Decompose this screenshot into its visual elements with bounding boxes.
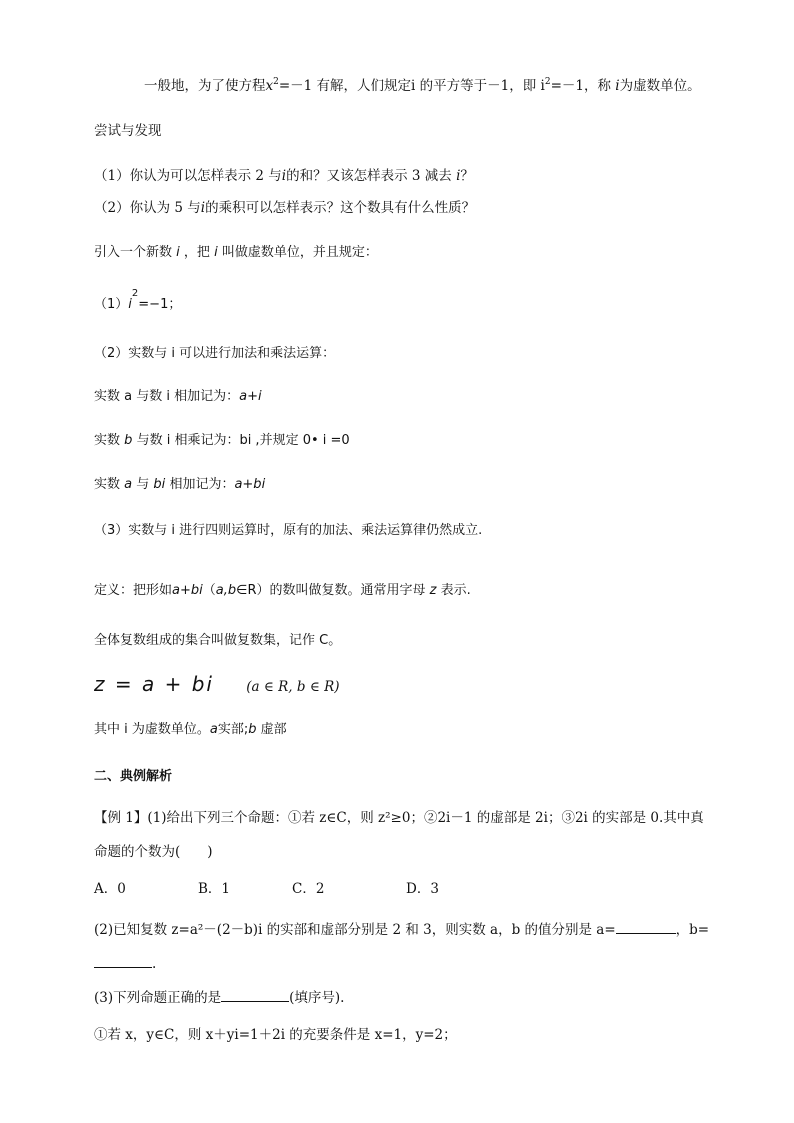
var-b: b [124, 433, 133, 448]
def-text-d: 表示. [440, 583, 471, 598]
addbi-text-c: 相加记为： [169, 477, 235, 492]
var-a: a [209, 722, 218, 737]
example-label: 【例 1】 [94, 810, 148, 826]
intro-new-text-b: ，把 [183, 245, 210, 260]
expr-a-plus-bi: a+bi [234, 477, 266, 492]
example-1-line-1 [94, 812, 704, 826]
exponent: 2 [273, 77, 279, 87]
complex-set-line: 全体复数组成的集合叫做复数集，记作 C。 [94, 633, 342, 648]
var-i: i [281, 168, 287, 184]
introduce-new-number [94, 246, 378, 259]
var-i: i [615, 78, 620, 94]
intro-text-2: =－1 有解，人们规定i 的平方等于－1，即 i [278, 78, 545, 94]
intro-text-1: 一般地，为了使方程 [144, 78, 266, 94]
q2-text-a: （2）你认为 5 与 [94, 200, 201, 216]
add-bi-line [94, 478, 265, 491]
var-i: i [128, 297, 132, 312]
var-b: b [248, 722, 257, 737]
section-heading: 二、典例解析 [94, 769, 173, 784]
var-z: z [429, 583, 437, 598]
add-line [94, 390, 262, 403]
example-2-text-a: (2)已知复数 z=a²－(2－b)i 的实部和虚部分别是 2 和 3，则实数 a，b 的值分别是 a= [94, 922, 616, 938]
var-ab: a,b [215, 583, 237, 598]
option-b: B．1 [198, 881, 231, 897]
definition [94, 584, 471, 597]
rule-3: （3）实数与 i 进行四则运算时，原有的加法、乘法运算律仍然成立. [94, 523, 483, 538]
option-a: A．0 [94, 881, 126, 897]
example-1-line-2: 命题的个数为( ) [94, 844, 213, 860]
addbi-text-b: 与 [136, 477, 150, 492]
add-line-text: 实数 a 与数 i 相加记为： [94, 389, 240, 404]
where-text-c: 虚部 [260, 722, 287, 737]
formula-main: z = a + bi [94, 672, 214, 696]
rule-1 [94, 288, 182, 312]
intro-new-text-c: 叫做虚数单位，并且规定： [221, 245, 378, 260]
q1-text-a: （1）你认为可以怎样表示 2 与 [94, 168, 282, 184]
def-text-b: （ [202, 583, 216, 598]
example-2-line-1 [94, 921, 709, 938]
answer-blank-a[interactable] [616, 921, 676, 934]
var-a: a [124, 477, 133, 492]
formula [94, 674, 340, 695]
exponent-2: 2 [544, 77, 551, 87]
option-d: D．3 [406, 881, 439, 897]
where-text-a: 其中 i 为虚数单位。 [94, 722, 210, 737]
question-2 [94, 202, 475, 216]
rule-2: （2）实数与 i 可以进行加法和乘法运算： [94, 346, 336, 361]
intro-new-text-a: 引入一个新数 [94, 245, 173, 260]
rule1-text-a: （1） [94, 297, 129, 312]
example-2-end: . [152, 956, 157, 972]
var-bi: bi [153, 477, 166, 492]
mul-line [94, 434, 350, 447]
where-line [94, 723, 287, 736]
q2-text-b: 的乘积可以怎样表示？这个数具有什么性质？ [205, 200, 476, 216]
expr-a-plus-i: a+i [239, 389, 262, 404]
example-3-text-b: (填序号). [289, 990, 345, 1006]
intro-text-3: =－1，称 [550, 78, 611, 94]
q1-text-c: ？ [460, 168, 474, 184]
var-i: i [176, 245, 180, 260]
expr-a-plus-bi: a+bi [172, 583, 203, 598]
mul-line-text-b: 与数 i 相乘记为：bi ,并规定 0• i =0 [136, 433, 350, 448]
answer-blank-b[interactable] [94, 955, 152, 968]
mul-line-text-a: 实数 [94, 433, 121, 448]
example-1-options [94, 883, 439, 897]
answer-blank-3[interactable] [221, 989, 289, 1002]
var-i: i [214, 245, 218, 260]
try-heading: 尝试与发现 [94, 123, 162, 139]
example-1-text: (1)给出下列三个命题：①若 z∈C，则 z²≥0；②2i－1 的虚部是 2i；③2i 的实部是 0.其中真 [147, 810, 704, 826]
def-text-c: ∈R）的数叫做复数。通常用字母 [236, 583, 426, 598]
example-3-item-1: ①若 x，y∈C，则 x＋yi=1＋2i 的充要条件是 x=1，y=2； [94, 1027, 457, 1043]
example-3 [94, 989, 344, 1006]
option-c: C．2 [292, 881, 325, 897]
example-3-text-a: (3)下列命题正确的是 [94, 990, 222, 1006]
question-1 [94, 170, 474, 184]
intro-paragraph [144, 77, 701, 94]
exponent: 2 [131, 288, 139, 299]
var-i: i [456, 168, 461, 184]
intro-text-4: 为虚数单位。 [619, 78, 701, 94]
example-2-text-b: ，b= [675, 922, 710, 938]
var-x: x [265, 78, 274, 94]
addbi-text-a: 实数 [94, 477, 121, 492]
def-text-a: 定义：把形如 [94, 583, 173, 598]
q1-text-b: 的和？又该怎样表示 3 减去 [286, 168, 452, 184]
formula-condition: (a ∈ R, b ∈ R) [246, 679, 340, 695]
var-i: i [200, 200, 206, 216]
where-text-b: 实部; [217, 722, 249, 737]
example-2-line-2 [94, 955, 156, 972]
rule1-text-b: =−1； [138, 297, 182, 312]
